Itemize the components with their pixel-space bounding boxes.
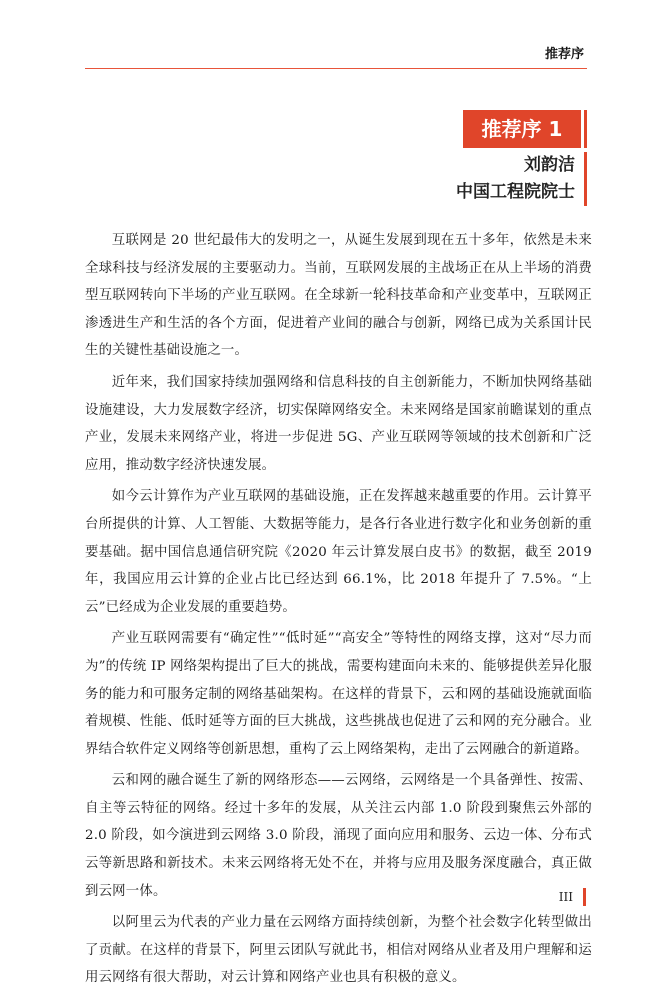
paragraph: 互联网是 20 世纪最伟大的发明之一，从诞生发展到现在五十多年，依然是未来全球科技与经济发展的主要驱动力。当前，互联网发展的主战场正在从上半场的消费型互联网转向下半场的产业互联网。在全球新一轮科技革命和产业变革中，互联网正渗透进生产和生活的各个方面，促进着产业间的融合与创新，网络已成为关系国计民生的关键性基础设施之一。 [85, 233, 592, 359]
badge-accent-bar [584, 110, 587, 148]
header-rule [85, 68, 587, 69]
body-text [85, 227, 592, 996]
paragraph: 以阿里云为代表的产业力量在云网络方面持续创新，为整个社会数字化转型做出了贡献。在这样的背景下，阿里云团队写就此书，相信对网络从业者及用户理解和运用云网络有很大帮助，对云计算和网络产业也具有积极的意义。 [85, 915, 592, 986]
author-accent-bar [584, 152, 587, 206]
page-number-bar [583, 888, 586, 906]
paragraph: 近年来，我们国家持续加强网络和信息科技的自主创新能力，不断加快网络基础设施建设，大力发展数字经济，切实保障网络安全。未来网络是国家前瞻谋划的重点产业，发展未来网络产业，将进一步促进 5G、产业互联网等领域的技术创新和广泛应用，推动数字经济快速发展。 [85, 374, 592, 473]
paragraph: 云和网的融合诞生了新的网络形态——云网络，云网络是一个具备弹性、按需、自主等云特征的网络。经过十多年的发展，从关注云内部 1.0 阶段到聚焦云外部的 2.0 阶段，如今演进到云网络 3.0 阶段，涌现了面向应用和服务、云边一体、分布式云等新思路和新技术。未来云网络将无处不在，并将与应用及服务深度融合，真正做到云网一体。 [85, 773, 592, 899]
paragraph: 产业互联网需要有“确定性”“低时延”“高安全”等特性的网络支撑，这对“尽力而为”的传统 IP 网络架构提出了巨大的挑战，需要构建面向未来的、能够提供差异化服务的能力和可服务定制的网络基础架构。在这样的背景下，云和网的基础设施就面临着规模、性能、低时延等方面的巨大挑战，这些挑战也促进了云和网的充分融合。业界结合软件定义网络等创新思想，重构了云上网络架构，走出了云网融合的新道路。 [85, 631, 592, 757]
paragraph: 如今云计算作为产业互联网的基础设施，正在发挥越来越重要的作用。云计算平台所提供的计算、人工智能、大数据等能力，是各行各业进行数字化和业务创新的重要基础。据中国信息通信研究院《2020 年云计算发展白皮书》的数据，截至 2019 年，我国应用云计算的企业占比已经达到 66.1%，比 2018 年提升了 7.5%。“上云”已经成为企业发展的重要趋势。 [85, 489, 592, 615]
page-number: III [558, 890, 573, 904]
author-block [456, 152, 575, 206]
section-badge: 推荐序 1 [463, 110, 581, 148]
header-title: 推荐序 [544, 47, 584, 62]
author-title: 中国工程院院士 [456, 182, 575, 202]
author-name: 刘韵洁 [524, 155, 575, 175]
